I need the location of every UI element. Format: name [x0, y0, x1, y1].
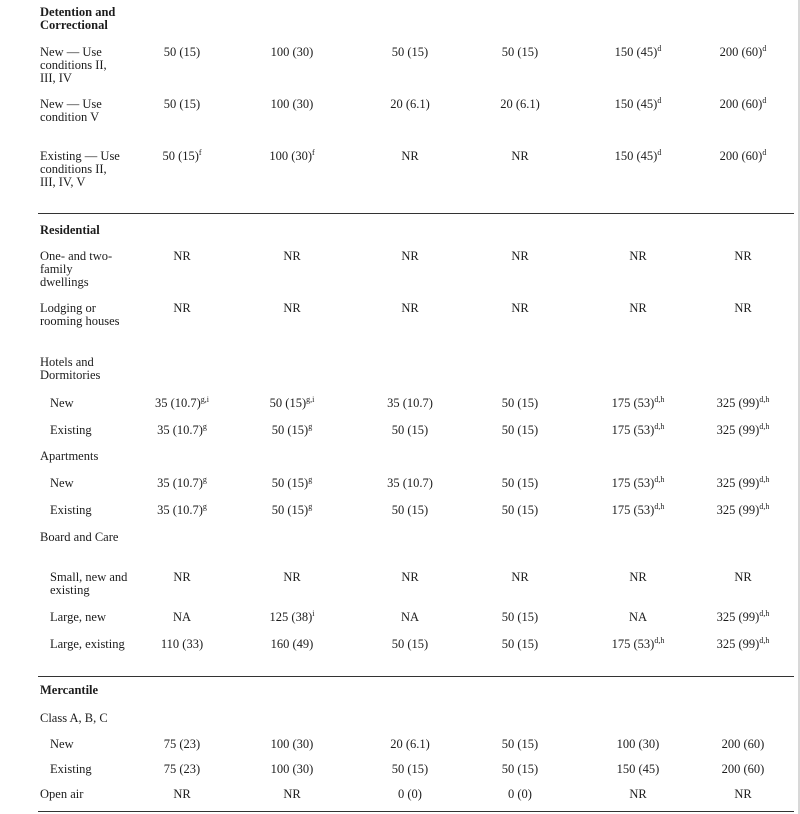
cell-value: 35 (10.7): [157, 503, 203, 517]
row-label: Existing — Use conditions II, III, IV, V: [40, 149, 120, 189]
cell-value: NR: [283, 249, 301, 263]
group-label: Board and Care: [40, 530, 119, 544]
cell-value: 325 (99): [716, 503, 760, 517]
cell-value: NR: [511, 570, 529, 584]
table-cell: [578, 504, 698, 517]
cell-value: 125 (38): [269, 610, 313, 624]
table-cell: [683, 397, 800, 410]
table-cell: [122, 150, 242, 163]
row-label: Large, existing: [50, 637, 125, 651]
cell-value: 50 (15): [271, 423, 309, 437]
cell-value: 50 (15): [501, 476, 539, 490]
cell-value: 200 (60): [721, 762, 765, 776]
table-cell: [460, 638, 580, 651]
cell-value: NR: [629, 249, 647, 263]
footnote-marker: d,h: [654, 502, 665, 511]
table-cell: [578, 638, 698, 651]
table-cell: [122, 571, 242, 584]
table-cell: [683, 150, 800, 163]
cell-value: 50 (15): [391, 637, 429, 651]
footnote-marker: i: [312, 609, 315, 618]
table-cell: [122, 250, 242, 263]
table-cell: [350, 763, 470, 776]
cell-value: 0 (0): [398, 787, 422, 801]
cell-value: 200 (60): [721, 737, 765, 751]
footnote-marker: d: [657, 44, 662, 53]
table-cell: [460, 397, 580, 410]
cell-value: NR: [401, 570, 419, 584]
cell-value: 325 (99): [716, 396, 760, 410]
cell-value: 100 (30): [270, 762, 314, 776]
row-label: New: [50, 396, 74, 410]
row-label: Lodging or rooming houses: [40, 301, 120, 328]
table-cell: [122, 46, 242, 59]
cell-value: 175 (53): [611, 396, 655, 410]
footnote-marker: d,h: [654, 475, 665, 484]
table-cell: [578, 250, 698, 263]
cell-value: 35 (10.7): [157, 476, 203, 490]
footnote-marker: g: [202, 502, 207, 511]
table-cell: [350, 150, 470, 163]
cell-value: NR: [734, 570, 752, 584]
row-label: New: [50, 737, 74, 751]
table-bottom-rule: [38, 811, 794, 812]
cell-value: 200 (60): [719, 97, 763, 111]
footnote-marker: d: [657, 148, 662, 157]
table-cell: [350, 424, 470, 437]
row-label: Small, new and existing: [50, 570, 128, 597]
table-cell: [122, 611, 242, 624]
cell-value: 325 (99): [716, 476, 760, 490]
table-cell: [683, 424, 800, 437]
footnote-marker: d: [762, 148, 767, 157]
table-cell: [350, 46, 470, 59]
cell-value: 20 (6.1): [500, 97, 540, 111]
cell-value: 50 (15): [391, 423, 429, 437]
cell-value: 100 (30): [269, 149, 313, 163]
cell-value: 50 (15): [501, 45, 539, 59]
footnote-marker: d,h: [654, 636, 665, 645]
cell-value: NA: [172, 610, 192, 624]
table-cell: [460, 302, 580, 315]
table-cell: [578, 302, 698, 315]
table-cell: [683, 638, 800, 651]
cell-value: 50 (15): [501, 396, 539, 410]
table-cell: [578, 424, 698, 437]
table-cell: [232, 738, 352, 751]
table-cell: [350, 788, 470, 801]
footnote-marker: d,h: [759, 609, 770, 618]
table-cell: [350, 738, 470, 751]
cell-value: NR: [511, 149, 529, 163]
table-cell: [122, 788, 242, 801]
table-cell: [232, 46, 352, 59]
cell-value: 50 (15): [501, 762, 539, 776]
table-cell: [122, 504, 242, 517]
cell-value: 325 (99): [716, 637, 760, 651]
footnote-marker: d: [657, 96, 662, 105]
cell-value: NR: [173, 301, 191, 315]
table-cell: [122, 763, 242, 776]
section-divider: [38, 676, 794, 677]
table-cell: [460, 150, 580, 163]
table-cell: [232, 250, 352, 263]
footnote-marker: g: [202, 475, 207, 484]
table-cell: [460, 46, 580, 59]
table-cell: [683, 738, 800, 751]
table-cell: [232, 397, 352, 410]
cell-value: 50 (15): [391, 503, 429, 517]
table-cell: [578, 98, 698, 111]
table-cell: [578, 571, 698, 584]
cell-value: NR: [511, 301, 529, 315]
table-cell: [683, 98, 800, 111]
table-cell: [232, 638, 352, 651]
cell-value: 50 (15): [391, 762, 429, 776]
cell-value: 50 (15): [501, 637, 539, 651]
table-cell: [460, 424, 580, 437]
table-cell: [460, 250, 580, 263]
cell-value: NA: [400, 610, 420, 624]
table-cell: [350, 302, 470, 315]
cell-value: 75 (23): [163, 737, 201, 751]
footnote-marker: f: [312, 148, 315, 157]
section-heading: Residential: [40, 223, 100, 237]
cell-value: NR: [401, 301, 419, 315]
row-label: One- and two-family dwellings: [40, 249, 113, 289]
table-cell: [350, 504, 470, 517]
cell-value: 35 (10.7): [157, 423, 203, 437]
table-cell: [578, 150, 698, 163]
cell-value: NR: [283, 570, 301, 584]
table-cell: [350, 397, 470, 410]
cell-value: 150 (45): [614, 45, 658, 59]
cell-value: 325 (99): [716, 423, 760, 437]
table-cell: [683, 46, 800, 59]
cell-value: 50 (15): [501, 737, 539, 751]
cell-value: 35 (10.7): [154, 396, 201, 410]
cell-value: NR: [173, 249, 191, 263]
table-cell: [232, 763, 352, 776]
footnote-marker: g: [308, 475, 313, 484]
table-cell: [350, 611, 470, 624]
table-cell: [578, 46, 698, 59]
table-cell: [232, 424, 352, 437]
table-cell: [232, 504, 352, 517]
cell-value: 50 (15): [271, 476, 309, 490]
cell-value: NR: [734, 249, 752, 263]
cell-value: NR: [511, 249, 529, 263]
table-cell: [460, 477, 580, 490]
cell-value: 100 (30): [270, 737, 314, 751]
cell-value: 50 (15): [501, 503, 539, 517]
cell-value: 50 (15): [163, 45, 201, 59]
cell-value: 20 (6.1): [390, 97, 430, 111]
table-cell: [232, 302, 352, 315]
cell-value: 110 (33): [160, 637, 204, 651]
row-label: New — Use condition V: [40, 97, 102, 124]
cell-value: NR: [629, 787, 647, 801]
cell-value: NR: [401, 249, 419, 263]
row-label: Existing: [50, 423, 92, 437]
footnote-marker: g: [308, 502, 313, 511]
row-label: New: [50, 476, 74, 490]
cell-value: 325 (99): [716, 610, 760, 624]
table-cell: [232, 98, 352, 111]
footnote-marker: d,h: [759, 475, 770, 484]
section-heading: Mercantile: [40, 683, 99, 697]
cell-value: 150 (45): [616, 762, 660, 776]
cell-value: NR: [283, 301, 301, 315]
footnote-marker: g: [308, 422, 313, 431]
row-label: Existing: [50, 762, 92, 776]
table-cell: [350, 638, 470, 651]
footnote-marker: f: [198, 148, 202, 157]
table-cell: [122, 397, 242, 410]
group-label: Class A, B, C: [40, 711, 108, 725]
footnote-marker: d,h: [759, 395, 770, 404]
cell-value: 175 (53): [611, 637, 655, 651]
cell-value: 50 (15): [501, 423, 539, 437]
table-cell: [460, 788, 580, 801]
cell-value: 150 (45): [614, 149, 658, 163]
table-cell: [460, 738, 580, 751]
cell-value: NR: [401, 149, 419, 163]
cell-value: 35 (10.7): [387, 396, 433, 410]
cell-value: NR: [283, 787, 301, 801]
table-cell: [460, 504, 580, 517]
cell-value: 100 (30): [616, 737, 660, 751]
cell-value: NR: [173, 570, 191, 584]
table-cell: [232, 788, 352, 801]
table-cell: [122, 424, 242, 437]
cell-value: 50 (15): [162, 149, 199, 163]
cell-value: NR: [629, 570, 647, 584]
table-cell: [122, 638, 242, 651]
table-cell: [122, 302, 242, 315]
cell-value: 50 (15): [269, 396, 307, 410]
footnote-marker: g: [202, 422, 207, 431]
cell-value: 175 (53): [611, 503, 655, 517]
cell-value: NR: [173, 787, 191, 801]
footnote-marker: d,h: [654, 395, 665, 404]
section-heading: Detention and Correctional: [40, 5, 116, 32]
table-cell: [122, 98, 242, 111]
section-divider: [38, 213, 794, 214]
table-cell: [460, 571, 580, 584]
table-cell: [232, 611, 352, 624]
cell-value: 0 (0): [508, 787, 532, 801]
table-cell: [578, 477, 698, 490]
cell-value: 100 (30): [270, 45, 314, 59]
cell-value: 175 (53): [611, 476, 655, 490]
cell-value: NR: [629, 301, 647, 315]
table-cell: [232, 477, 352, 490]
cell-value: 200 (60): [719, 45, 763, 59]
footnote-marker: g,i: [200, 395, 210, 404]
cell-value: 75 (23): [163, 762, 201, 776]
cell-value: NR: [734, 787, 752, 801]
cell-value: 175 (53): [611, 423, 655, 437]
table-cell: [232, 150, 352, 163]
cell-value: 200 (60): [719, 149, 763, 163]
table-cell: [683, 302, 800, 315]
cell-value: 50 (15): [271, 503, 309, 517]
row-label: Open air: [40, 787, 84, 801]
footnote-marker: d,h: [759, 502, 770, 511]
table-cell: [683, 504, 800, 517]
row-label: Existing: [50, 503, 92, 517]
cell-value: 50 (15): [391, 45, 429, 59]
cell-value: 50 (15): [501, 610, 539, 624]
cell-value: 20 (6.1): [390, 737, 430, 751]
table-cell: [122, 738, 242, 751]
table-cell: [350, 250, 470, 263]
table-cell: [578, 611, 698, 624]
cell-value: 150 (45): [614, 97, 658, 111]
table-cell: [122, 477, 242, 490]
table-cell: [578, 788, 698, 801]
row-label: Large, new: [50, 610, 106, 624]
cell-value: 35 (10.7): [387, 476, 433, 490]
table-cell: [683, 788, 800, 801]
table-cell: [578, 397, 698, 410]
group-label: Hotels and Dormitories: [40, 355, 101, 382]
footnote-marker: d,h: [759, 636, 770, 645]
table-cell: [683, 571, 800, 584]
footnote-marker: d: [762, 44, 767, 53]
cell-value: 100 (30): [270, 97, 314, 111]
footnote-marker: g,i: [306, 395, 315, 404]
table-cell: [232, 571, 352, 584]
table-cell: [460, 763, 580, 776]
footnote-marker: d,h: [759, 422, 770, 431]
footnote-marker: d,h: [654, 422, 665, 431]
table-cell: [683, 477, 800, 490]
table-cell: [350, 98, 470, 111]
cell-value: 50 (15): [163, 97, 201, 111]
table-cell: [460, 98, 580, 111]
table-cell: [460, 611, 580, 624]
footnote-marker: d: [762, 96, 767, 105]
cell-value: NR: [734, 301, 752, 315]
table-cell: [578, 738, 698, 751]
row-label: New — Use conditions II, III, IV: [40, 45, 107, 85]
group-label: Apartments: [40, 449, 99, 463]
table-cell: [683, 763, 800, 776]
cell-value: NA: [628, 610, 648, 624]
table-cell: [578, 763, 698, 776]
table-cell: [683, 250, 800, 263]
table-cell: [350, 571, 470, 584]
table-cell: [683, 611, 800, 624]
table-cell: [350, 477, 470, 490]
cell-value: 160 (49): [270, 637, 314, 651]
